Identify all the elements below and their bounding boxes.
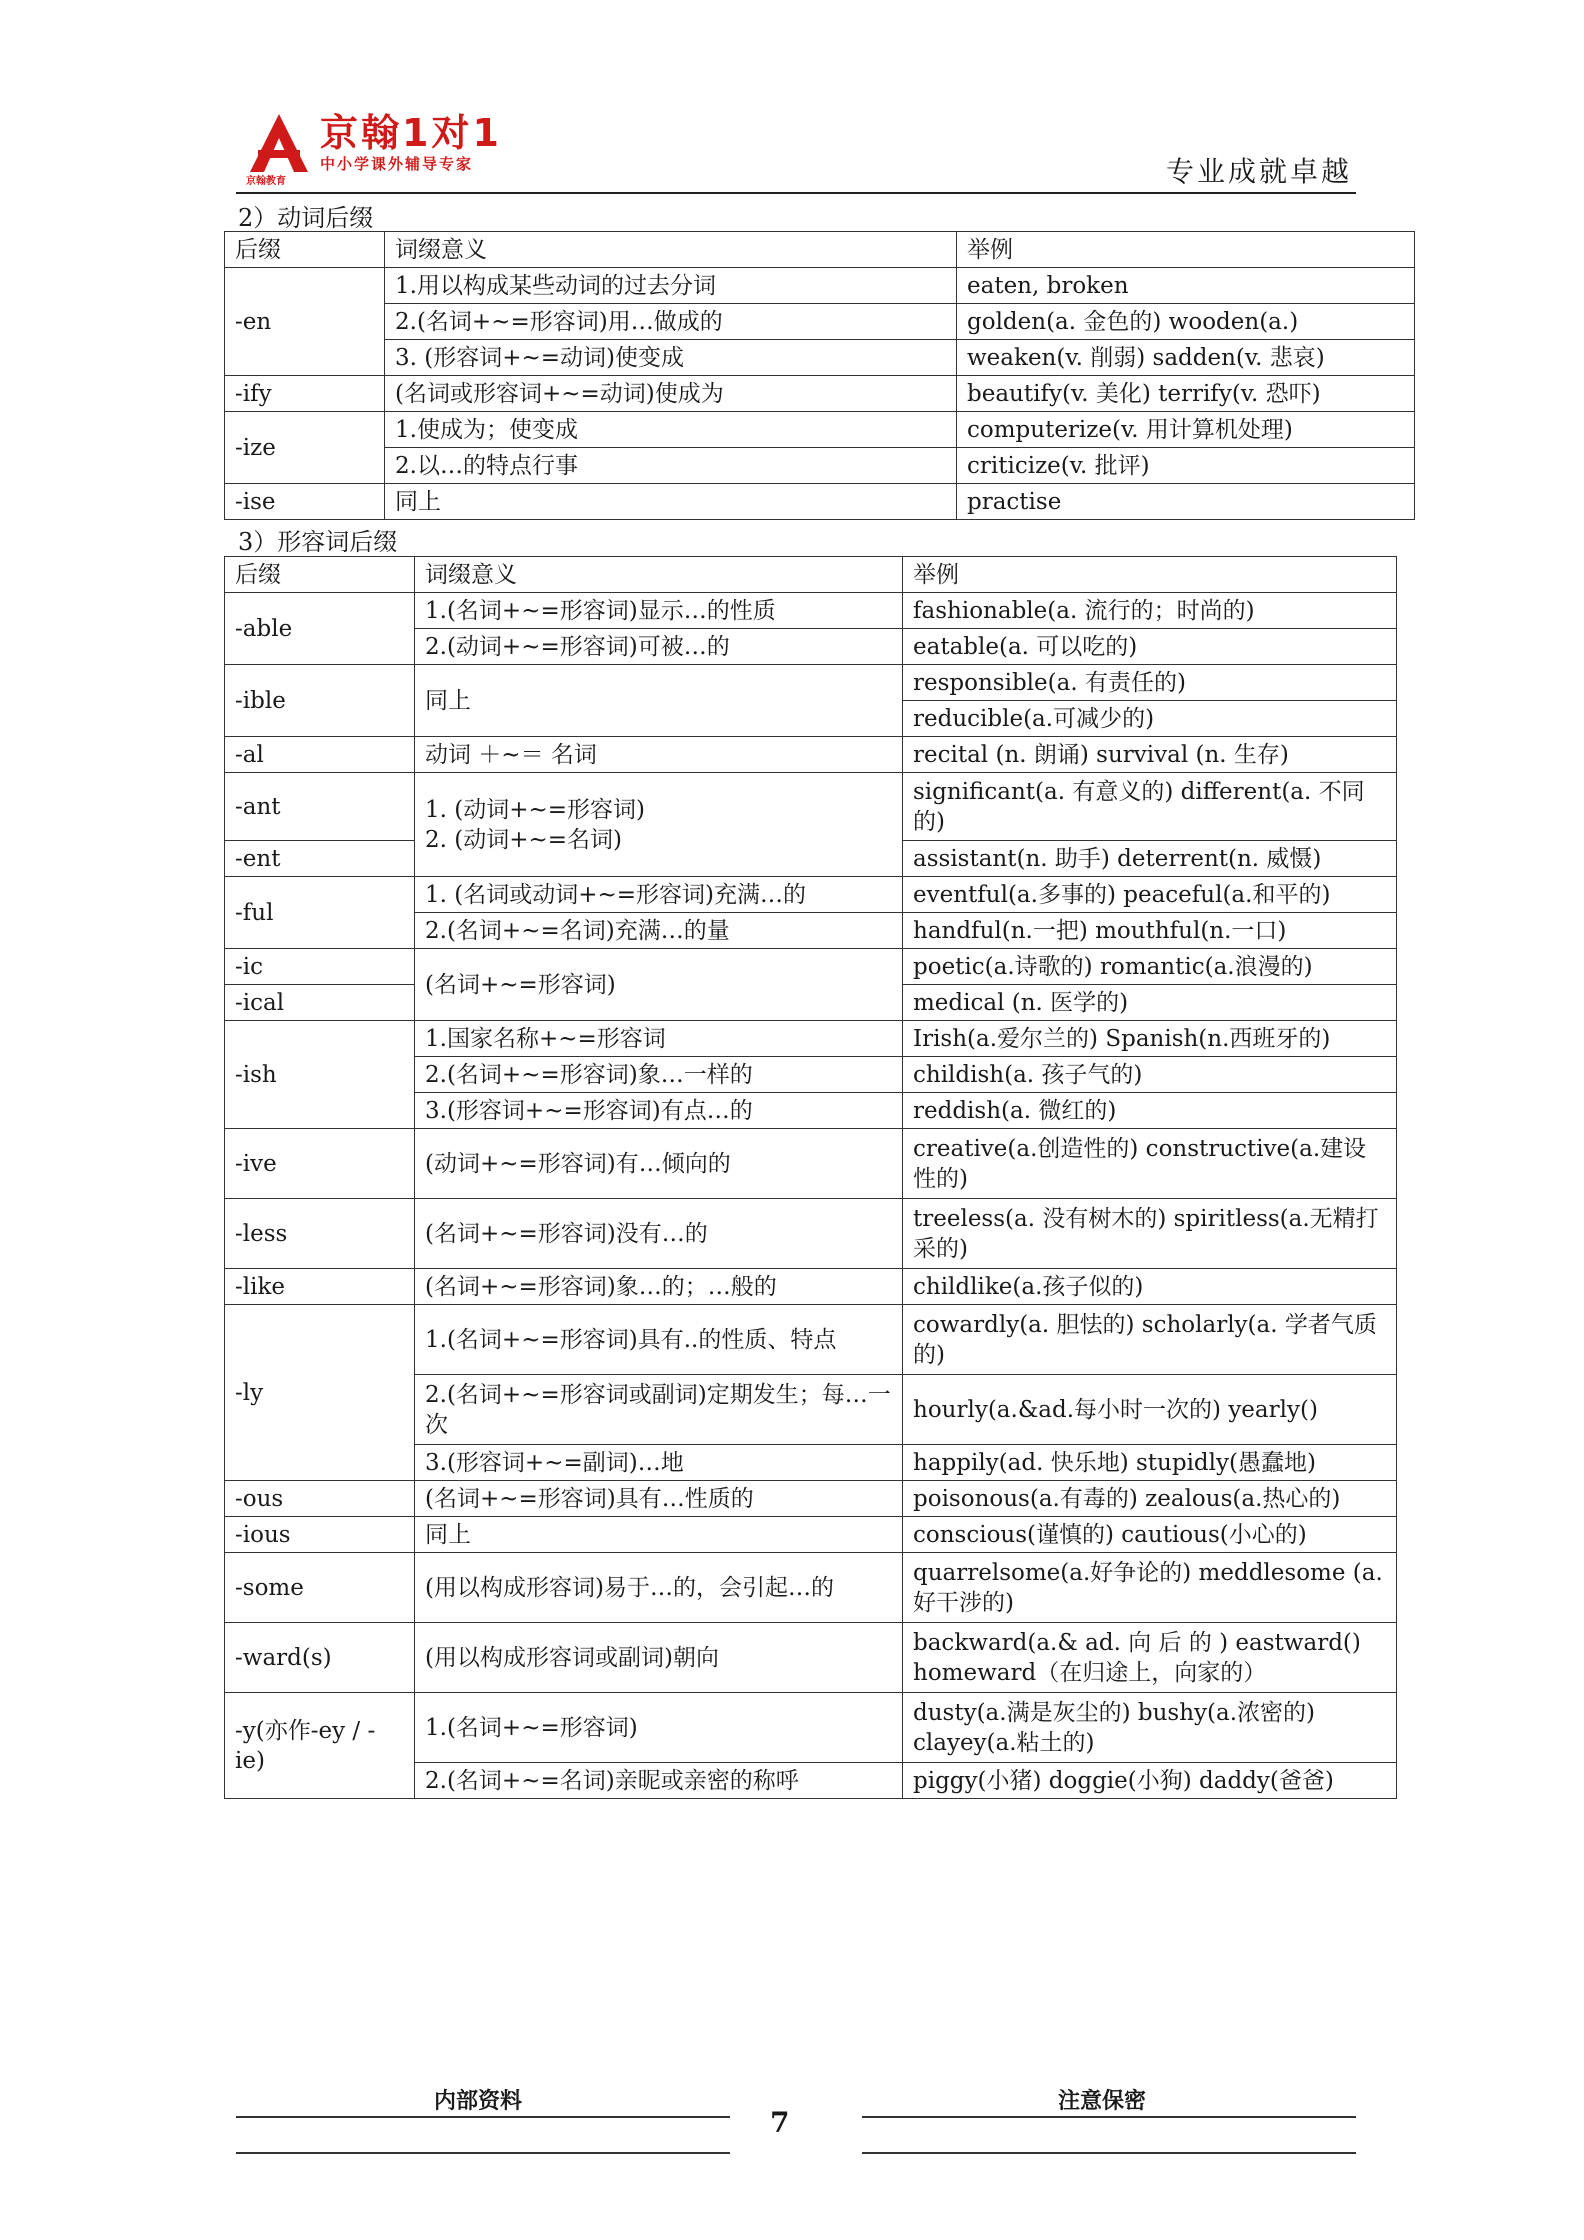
table-row <box>225 1517 1397 1553</box>
example-cell: quarrelsome(a.好争论的) meddlesome (a.好干涉的) <box>903 1553 1397 1623</box>
table-row <box>225 1199 1397 1269</box>
footer-right-rule-bottom <box>862 2152 1356 2154</box>
suffix-cell: -al <box>225 737 415 773</box>
table-row <box>225 1129 1397 1199</box>
meaning-cell: (名词或形容词+~=动词)使成为 <box>385 376 957 412</box>
company-logo <box>246 111 502 187</box>
example-cell: piggy(小猪) doggie(小狗) daddy(爸爸) <box>903 1763 1397 1799</box>
meaning-cell: 1.用以构成某些动词的过去分词 <box>385 268 957 304</box>
adj-section-title: 3）形容词后缀 <box>238 528 398 556</box>
example-cell: weaken(v. 削弱) sadden(v. 悲哀) <box>957 340 1415 376</box>
meaning-cell: 2.(名词+~=形容词)用…做成的 <box>385 304 957 340</box>
example-cell: poisonous(a.有毒的) zealous(a.热心的) <box>903 1481 1397 1517</box>
meaning-cell: 3.(形容词+~=副词)…地 <box>415 1445 903 1481</box>
example-cell: recital (n. 朗诵) survival (n. 生存) <box>903 737 1397 773</box>
suffix-cell: -ible <box>225 665 415 737</box>
suffix-cell: -ious <box>225 1517 415 1553</box>
suffix-cell: -some <box>225 1553 415 1623</box>
table-row <box>225 340 1415 376</box>
meaning-cell: 2.(名词+~=形容词)象…一样的 <box>415 1057 903 1093</box>
logo-title: 京翰1对1 <box>320 111 502 155</box>
header-divider <box>236 192 1356 194</box>
table-row <box>225 268 1415 304</box>
meaning-cell: 2.(动词+~=形容词)可被…的 <box>415 629 903 665</box>
suffix-cell: -ish <box>225 1021 415 1129</box>
table-row <box>225 448 1415 484</box>
example-cell: responsible(a. 有责任的) <box>903 665 1397 701</box>
table-row <box>225 1269 1397 1305</box>
suffix-cell: -ous <box>225 1481 415 1517</box>
header-cell-meaning: 词缀意义 <box>385 232 957 268</box>
meaning-cell: 1.使成为；使变成 <box>385 412 957 448</box>
meaning-cell: 1. (名词或动词+~=形容词)充满…的 <box>415 877 903 913</box>
adj-suffix-table <box>224 556 1397 1799</box>
example-cell: significant(a. 有意义的) different(a. 不同的) <box>903 773 1397 841</box>
table-row <box>225 665 1397 701</box>
logo-subtitle: 中小学课外辅导专家 <box>320 155 474 173</box>
suffix-cell: -y(亦作-ey / -ie) <box>225 1693 415 1799</box>
verb-suffix-table <box>224 231 1415 520</box>
example-cell: childish(a. 孩子气的) <box>903 1057 1397 1093</box>
table-row <box>225 376 1415 412</box>
suffix-cell: -ic <box>225 949 415 985</box>
example-cell: assistant(n. 助手) deterrent(n. 威慑) <box>903 841 1397 877</box>
example-cell: eatable(a. 可以吃的) <box>903 629 1397 665</box>
example-cell: medical (n. 医学的) <box>903 985 1397 1021</box>
table-row <box>225 484 1415 520</box>
meaning-cell: 1.国家名称+~=形容词 <box>415 1021 903 1057</box>
suffix-cell: -ize <box>225 412 385 484</box>
example-cell: practise <box>957 484 1415 520</box>
meaning-cell: (名词+~=形容词)具有…性质的 <box>415 1481 903 1517</box>
table-row <box>225 737 1397 773</box>
table-row <box>225 412 1415 448</box>
suffix-cell: -ant <box>225 773 415 841</box>
table-row <box>225 304 1415 340</box>
example-cell: eaten, broken <box>957 268 1415 304</box>
meaning-cell: (名词+~=形容词) <box>415 949 903 1021</box>
suffix-cell: -ent <box>225 841 415 877</box>
example-cell: reddish(a. 微红的) <box>903 1093 1397 1129</box>
example-cell: happily(ad. 快乐地) stupidly(愚蠢地) <box>903 1445 1397 1481</box>
footer-right-rule-top <box>862 2116 1356 2118</box>
header-slogan: 专业成就卓越 <box>1165 155 1352 188</box>
meaning-cell: (名词+~=形容词)没有…的 <box>415 1199 903 1269</box>
table-row <box>225 773 1397 841</box>
meaning-cell: 同上 <box>415 665 903 737</box>
meaning-cell: 动词 ＋~＝ 名词 <box>415 737 903 773</box>
example-cell: childlike(a.孩子似的) <box>903 1269 1397 1305</box>
meaning-cell: 2.(名词+~=名词)充满…的量 <box>415 913 903 949</box>
meaning-cell: 3. (形容词+~=动词)使变成 <box>385 340 957 376</box>
table-row <box>225 1553 1397 1623</box>
suffix-cell: -ward(s) <box>225 1623 415 1693</box>
header-cell-suffix: 后缀 <box>225 232 385 268</box>
table-row <box>225 593 1397 629</box>
example-cell: hourly(a.&ad.每小时一次的) yearly() <box>903 1375 1397 1445</box>
example-cell: golden(a. 金色的) wooden(a.) <box>957 304 1415 340</box>
meaning-cell: 1.(名词+~=形容词)具有..的性质、特点 <box>415 1305 903 1375</box>
suffix-cell: -ly <box>225 1305 415 1481</box>
verb-section-title: 2）动词后缀 <box>238 204 374 232</box>
example-cell: cowardly(a. 胆怯的) scholarly(a. 学者气质的) <box>903 1305 1397 1375</box>
table-row <box>225 877 1397 913</box>
header-cell-meaning: 词缀意义 <box>415 557 903 593</box>
table-row <box>225 1623 1397 1693</box>
footer-left-rule-bottom <box>236 2152 730 2154</box>
table-header-row <box>225 557 1397 593</box>
meaning-cell: (用以构成形容词)易于…的，会引起…的 <box>415 1553 903 1623</box>
meaning-line: 2. (动词+~=名词) <box>425 826 623 853</box>
example-cell: poetic(a.诗歌的) romantic(a.浪漫的) <box>903 949 1397 985</box>
meaning-cell: 2.以…的特点行事 <box>385 448 957 484</box>
example-cell: conscious(谨慎的) cautious(小心的) <box>903 1517 1397 1553</box>
suffix-cell: -ise <box>225 484 385 520</box>
meaning-cell: 1.(名词+~=形容词)显示…的性质 <box>415 593 903 629</box>
suffix-cell: -ify <box>225 376 385 412</box>
logo-a-icon <box>246 112 310 187</box>
meaning-cell: (用以构成形容词或副词)朝向 <box>415 1623 903 1693</box>
header-cell-example: 举例 <box>957 232 1415 268</box>
meaning-cell: (名词+~=形容词)象…的；…般的 <box>415 1269 903 1305</box>
suffix-cell: -like <box>225 1269 415 1305</box>
table-header-row <box>225 232 1415 268</box>
example-cell: backward(a.& ad. 向 后 的 ) eastward() homeward（在归途上，向家的） <box>903 1623 1397 1693</box>
meaning-cell: 2.(名词+~=名词)亲昵或亲密的称呼 <box>415 1763 903 1799</box>
example-cell: fashionable(a. 流行的；时尚的) <box>903 593 1397 629</box>
footer-left-rule-top <box>236 2116 730 2118</box>
example-cell: treeless(a. 没有树木的) spiritless(a.无精打采的) <box>903 1199 1397 1269</box>
suffix-cell: -able <box>225 593 415 665</box>
table-row <box>225 1481 1397 1517</box>
header-cell-suffix: 后缀 <box>225 557 415 593</box>
logo-brand-text: 京翰教育 <box>246 176 286 187</box>
suffix-cell: -less <box>225 1199 415 1269</box>
suffix-cell: -en <box>225 268 385 376</box>
example-cell: handful(n.一把) mouthful(n.一口) <box>903 913 1397 949</box>
meaning-cell: 2.(名词+~=形容词或副词)定期发生；每…一次 <box>415 1375 903 1445</box>
table-row <box>225 1021 1397 1057</box>
page-number: 7 <box>770 2106 790 2139</box>
meaning-cell: (动词+~=形容词)有…倾向的 <box>415 1129 903 1199</box>
suffix-cell: -ful <box>225 877 415 949</box>
meaning-line: 1. (动词+~=形容词) <box>425 796 646 823</box>
table-row <box>225 949 1397 985</box>
footer-left-label: 内部资料 <box>434 2089 523 2114</box>
example-cell: beautify(v. 美化) terrify(v. 恐吓) <box>957 376 1415 412</box>
example-cell: criticize(v. 批评) <box>957 448 1415 484</box>
meaning-cell: 同上 <box>415 1517 903 1553</box>
example-cell: dusty(a.满是灰尘的) bushy(a.浓密的) clayey(a.粘土的) <box>903 1693 1397 1763</box>
footer-right-label: 注意保密 <box>1058 2089 1147 2114</box>
header-cell-example: 举例 <box>903 557 1397 593</box>
suffix-cell: -ive <box>225 1129 415 1199</box>
meaning-cell: 3.(形容词+~=形容词)有点…的 <box>415 1093 903 1129</box>
suffix-cell: -ical <box>225 985 415 1021</box>
example-cell: eventful(a.多事的) peaceful(a.和平的) <box>903 877 1397 913</box>
example-cell: reducible(a.可减少的) <box>903 701 1397 737</box>
example-cell: computerize(v. 用计算机处理) <box>957 412 1415 448</box>
table-row <box>225 1305 1397 1375</box>
table-row <box>225 1693 1397 1763</box>
meaning-cell <box>415 773 903 877</box>
meaning-cell: 同上 <box>385 484 957 520</box>
example-cell: creative(a.创造性的) constructive(a.建设性的) <box>903 1129 1397 1199</box>
example-cell: Irish(a.爱尔兰的) Spanish(n.西班牙的) <box>903 1021 1397 1057</box>
meaning-cell: 1.(名词+~=形容词) <box>415 1693 903 1763</box>
